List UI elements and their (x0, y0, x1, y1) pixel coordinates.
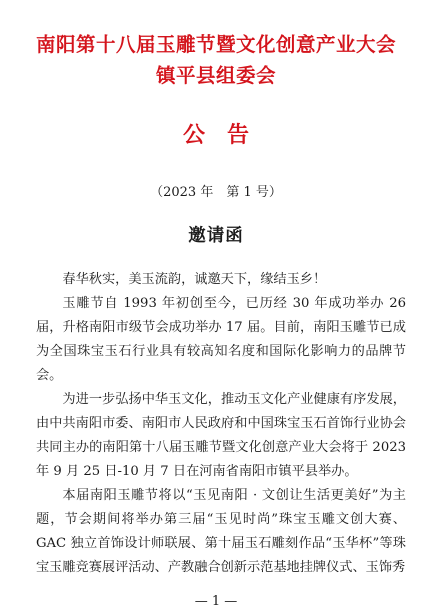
issue-number: （2023 年 第 1 号） (150, 185, 282, 200)
invitation-heading: 邀请函 (188, 226, 244, 246)
page-number: — 1 — (194, 594, 238, 609)
paragraph-4: 本届南阳玉雕节将以“玉见南阳 · 文创让生活更美好”为主题，节会期间将举办第三届“玉见时尚”珠宝玉雕文创大赛、GAC 独立首饰设计师联展、第十届玉石雕刻作品“玉华杯”等珠宝玉雕竞赛展评活动、产教融合创新示范基地挂牌仪式、玉饰秀 (36, 488, 406, 575)
paragraph-2: 玉雕节自 1993 年初创至今，已历经 30 年成功举办 26 届，升格南阳市级节会成功举办 17 届。目前，南阳玉雕节已成为全国珠宝玉石行业具有较高知名度和国际化影响力的品牌节会。 (36, 296, 406, 383)
letter-body (36, 268, 406, 580)
paragraph-1: 春华秋实，美玉流韵，诚邀天下，缘结玉乡！ (62, 272, 327, 287)
document-title-line2: 镇平县组委会 (155, 64, 276, 87)
paragraph-3: 为进一步弘扬中华玉文化，推动玉文化产业健康有序发展，由中共南阳市委、南阳市人民政府和中国珠宝玉石首饰行业协会共同主办的南阳第十八届玉雕节暨文化创意产业大会将于 2023 年 9 月 25 日-10 月 7 日在河南省南阳市镇平县举办。 (36, 392, 406, 479)
notice-heading: 公 告 (182, 122, 249, 148)
document-title-line1: 南阳第十八届玉雕节暨文化创意产业大会 (35, 33, 396, 56)
